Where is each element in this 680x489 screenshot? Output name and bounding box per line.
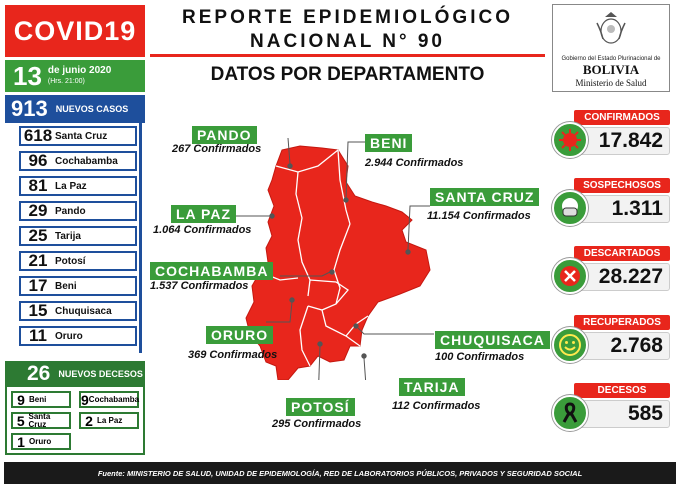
ministry-name: Ministerio de Salud — [575, 78, 647, 88]
dept-name: Pando — [55, 205, 86, 217]
case-count: 17 — [28, 276, 48, 295]
conf-chuquisaca: 100 Confirmados — [435, 351, 525, 363]
dept-name: Cochabamba — [88, 394, 140, 404]
list-item — [19, 151, 137, 171]
new-deaths-header — [5, 361, 145, 387]
stat-deaths — [552, 383, 670, 433]
dept-name: Cochabamba — [55, 155, 118, 167]
smile-icon — [552, 327, 588, 363]
case-count: 96 — [28, 151, 48, 170]
case-count: 618 — [23, 126, 53, 145]
dept-name: Oruro — [55, 330, 83, 342]
list-item — [19, 301, 137, 321]
death-count: 9 — [81, 391, 89, 408]
conf-pando: 267 Confirmados — [172, 143, 262, 155]
stat-value: 585 — [574, 400, 670, 428]
case-count: 81 — [28, 176, 48, 195]
case-count: 21 — [28, 251, 48, 270]
conf-lapaz: 1.064 Confirmados — [153, 224, 252, 236]
new-cases-total: 913 — [11, 96, 48, 121]
stat-label: SOSPECHOSOS — [574, 178, 670, 193]
source-footer: Fuente: MINISTERIO DE SALUD, UNIDAD DE EPIDEMIOLOGÍA, RED DE LABORATORIOS PÚBLICOS, PRIVADOS Y SEGURIDAD SOCIAL — [4, 462, 676, 484]
date-hours: (Hrs. 21:00) — [47, 78, 85, 85]
list-item — [19, 251, 137, 271]
list-item — [19, 176, 137, 196]
virus-icon — [552, 122, 588, 158]
label-potosi: POTOSÍ — [286, 398, 355, 416]
new-deaths-label: NUEVOS DECESOS — [58, 369, 143, 379]
conf-cochabamba: 1.537 Confirmados — [150, 280, 249, 292]
conf-oruro: 369 Confirmados — [188, 349, 278, 361]
label-santacruz: SANTA CRUZ — [430, 188, 539, 206]
list-item — [11, 391, 71, 408]
list-item — [11, 433, 71, 450]
new-cases-label: NUEVOS CASOS — [55, 104, 129, 114]
new-cases-list — [12, 123, 142, 353]
stat-label: DESCARTADOS — [574, 246, 670, 261]
list-item — [19, 226, 137, 246]
new-cases-header — [5, 95, 145, 123]
stat-value: 1.311 — [574, 195, 670, 223]
list-item — [19, 326, 137, 346]
date-day: 13 — [13, 60, 42, 91]
stat-label: CONFIRMADOS — [574, 110, 670, 125]
stat-suspected — [552, 178, 670, 228]
label-oruro: ORURO — [206, 326, 273, 344]
label-pando: PANDO — [192, 126, 257, 144]
death-count: 9 — [17, 391, 25, 408]
mask-icon — [552, 190, 588, 226]
stat-recovered — [552, 315, 670, 365]
dept-name: Santa Cruz — [55, 130, 108, 142]
stat-discarded — [552, 246, 670, 296]
dept-name: Chuquisaca — [55, 305, 112, 317]
stat-label: RECUPERADOS — [574, 315, 670, 330]
dept-name: La Paz — [55, 180, 87, 192]
list-item — [19, 126, 137, 146]
report-title: REPORTE EPIDEMIOLÓGICO — [182, 7, 513, 28]
dept-name: Beni — [29, 394, 47, 404]
conf-potosi: 295 Confirmados — [272, 418, 362, 430]
label-beni: BENI — [365, 134, 412, 152]
conf-beni: 2.944 Confirmados — [365, 157, 464, 169]
list-item — [11, 412, 71, 429]
report-date — [5, 60, 145, 92]
conf-tarija: 112 Confirmados — [392, 400, 481, 412]
label-cochabamba: COCHABAMBA — [150, 262, 273, 280]
coat-of-arms-icon — [591, 9, 631, 49]
list-item — [79, 412, 139, 429]
stat-value: 17.842 — [574, 127, 670, 155]
stat-value: 2.768 — [574, 332, 670, 360]
list-item — [19, 276, 137, 296]
country-name: BOLIVIA — [582, 62, 640, 77]
covid-title: COVID19 — [5, 5, 145, 57]
death-count: 1 — [17, 433, 25, 450]
label-tarija: TARIJA — [399, 378, 465, 396]
page-subtitle: DATOS POR DEPARTAMENTO — [210, 64, 485, 85]
dept-name: Tarija — [55, 230, 81, 242]
conf-santacruz: 11.154 Confirmados — [427, 210, 531, 222]
death-count: 2 — [85, 412, 93, 429]
case-count: 15 — [28, 301, 48, 320]
list-item — [79, 391, 139, 408]
dept-name: La Paz — [97, 415, 123, 425]
new-deaths-grid — [5, 387, 145, 455]
ministry-logo — [552, 4, 670, 92]
case-count: 29 — [28, 201, 48, 220]
dept-name: Oruro — [29, 436, 52, 446]
list-item — [19, 201, 137, 221]
death-count: 5 — [16, 412, 25, 429]
divider — [150, 54, 545, 57]
date-text: de junio 2020 — [47, 65, 112, 76]
dept-name: Santa Cruz — [28, 411, 51, 429]
stat-label: DECESOS — [574, 383, 670, 398]
ribbon-icon — [552, 395, 588, 431]
new-deaths-total: 26 — [27, 362, 51, 385]
cross-icon — [552, 258, 588, 294]
dept-name: Beni — [55, 280, 77, 292]
label-lapaz: LA PAZ — [171, 205, 236, 223]
gov-text: Gobierno del Estado Plurinacional de — [561, 56, 661, 62]
dept-name: Potosí — [55, 255, 86, 267]
case-count: 11 — [29, 326, 47, 345]
map-bolivia — [246, 146, 430, 380]
case-count: 25 — [28, 226, 48, 245]
report-number: NACIONAL N° 90 — [250, 31, 445, 52]
label-chuquisaca: CHUQUISACA — [435, 331, 550, 349]
stat-value: 28.227 — [574, 263, 670, 291]
stat-confirmed — [552, 110, 670, 160]
